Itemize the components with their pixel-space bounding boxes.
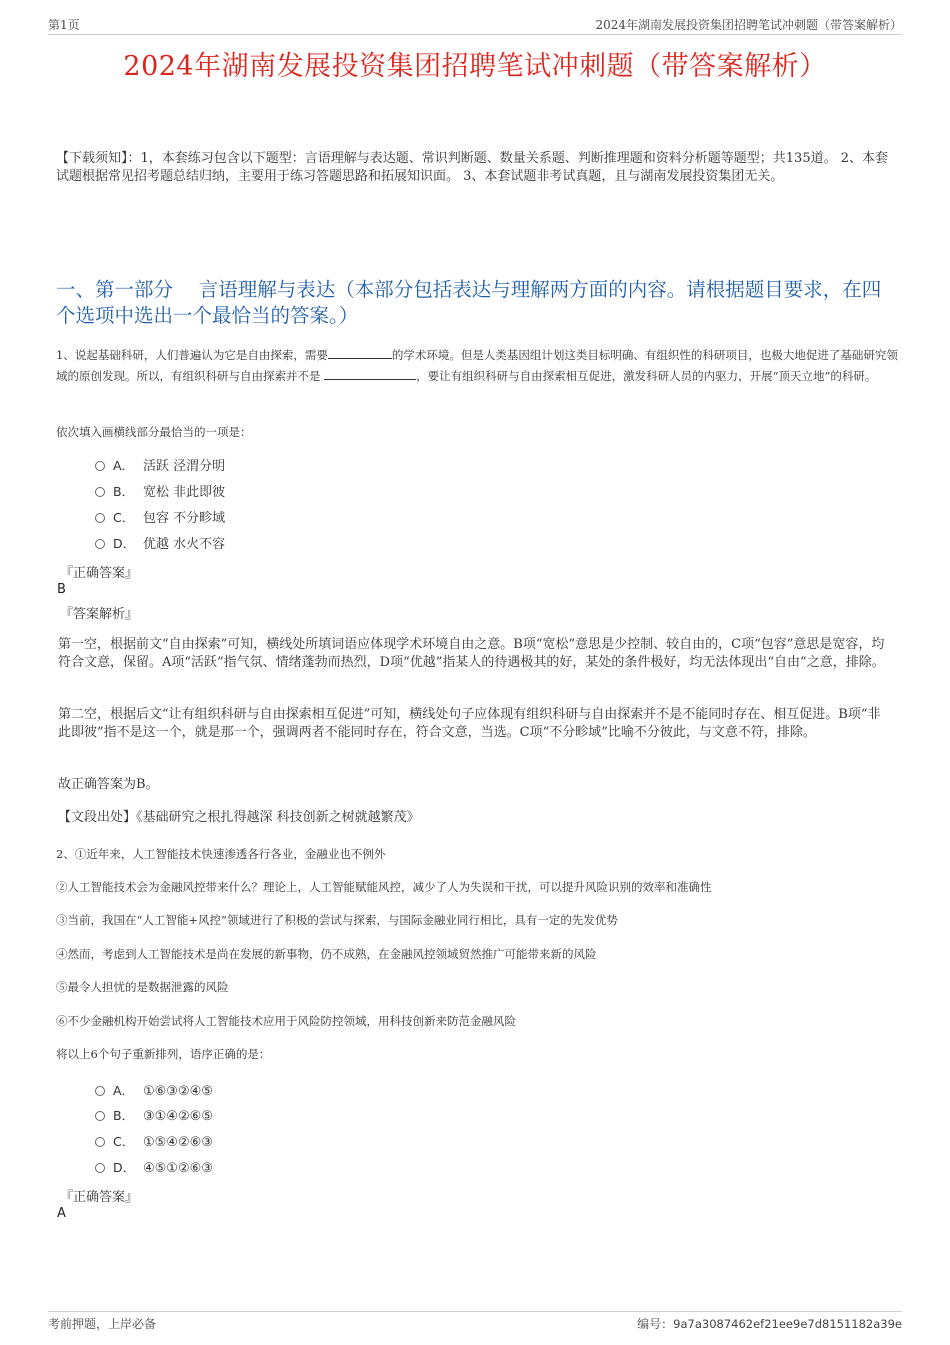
download-notice: 【下载须知】：1，本套练习包含以下题型：言语理解与表达题、常识判断题、数量关系题、判断推理题和资料分析题等题型；共135道。 2、本套试题根据常见招考题总结归纳，主要用于练习答题思路和拓展知识面。 3、本套试题非考试真题，且与湖南发展投资集团无关。	[56, 151, 888, 184]
q1-analysis-label: 『答案解析』	[60, 607, 139, 622]
option-text: ③①④②⑥⑤	[143, 1109, 213, 1124]
option-letter: C．	[113, 510, 135, 525]
option-text: ④⑤①②⑥③	[143, 1161, 213, 1176]
question-1-stem	[56, 345, 898, 386]
q2-line-2: ②人工智能技术会为金融风控带来什么？理论上，人工智能赋能风控，减少了人为失误和干扰，可以提升风险识别的效率和准确性	[56, 880, 712, 894]
page-footer	[48, 1311, 902, 1334]
page-number: 第1页	[48, 18, 80, 32]
question-1-prompt: 依次填入画横线部分最恰当的一项是：	[56, 425, 252, 439]
option-text: 包容 不分畛域	[143, 511, 226, 526]
fill-blank-2	[324, 366, 416, 380]
footer-slogan: 考前押题，上岸必备	[48, 1317, 157, 1331]
radio-icon[interactable]	[95, 1111, 105, 1121]
option-letter: C．	[113, 1134, 135, 1149]
footer-code-label: 编号：	[637, 1317, 674, 1331]
radio-icon[interactable]	[95, 461, 105, 471]
q1-option-a[interactable]	[95, 456, 225, 476]
option-letter: D．	[113, 1160, 136, 1175]
question-1-text-c: ，要让有组织科研与自由探索相互促进，激发科研人员的内驱力，开展“顶天立地”的科研。	[416, 368, 877, 383]
page-header	[48, 14, 902, 35]
question-1-text-a: 1、说起基础科研，人们普遍认为它是自由探索，需要	[56, 348, 328, 362]
option-text: ①⑥③②④⑤	[143, 1084, 213, 1099]
q2-line-4: ④然而，考虑到人工智能技术是尚在发展的新事物，仍不成熟，在金融风控领域贸然推广可能带来新的风险	[56, 947, 597, 961]
q2-answer: A	[57, 1206, 66, 1221]
question-1-text-b: 的学术环境。但是人类基因组计划这类目标明确、有组织性的科研项目，也极大地促进了基础研究领域的原创发现。所以，有组织科研与自由探索并不是	[56, 348, 898, 383]
footer-code-value: 9a7a3087462ef21ee9e7d8151182a39e	[673, 1317, 902, 1331]
q1-analysis-conclusion: 故正确答案为B。	[58, 777, 159, 792]
q1-option-d[interactable]	[95, 534, 225, 554]
q2-line-5: ⑤最令人担忧的是数据泄露的风险	[56, 980, 229, 994]
radio-icon[interactable]	[95, 487, 105, 497]
q2-option-b[interactable]	[95, 1106, 213, 1126]
option-letter: B．	[113, 484, 135, 499]
option-letter: A．	[113, 458, 135, 473]
document-title: 2024年湖南发展投资集团招聘笔试冲刺题（带答案解析）	[123, 51, 827, 82]
q2-option-c[interactable]	[95, 1132, 213, 1152]
option-text: 宽松 非此即彼	[143, 485, 226, 500]
option-text: ①⑤④②⑥③	[143, 1135, 213, 1150]
option-text: 活跃 泾渭分明	[143, 459, 226, 474]
q1-analysis-paragraph-1: 第一空，根据前文“自由探索”可知，横线处所填词语应体现学术环境自由之意。B项“宽松”意思是少控制、较自由的，C项“包容”意思是宽容，均符合文意，保留。A项“活跃”指气氛、情绪蓬勃而热烈，D项“优越”指某人的待遇极其的好，某处的条件极好，均无法体现出“自由”之意，排除。	[58, 637, 885, 670]
radio-icon[interactable]	[95, 1163, 105, 1173]
footer-code	[637, 1315, 902, 1332]
radio-icon[interactable]	[95, 513, 105, 523]
q1-option-c[interactable]	[95, 508, 225, 528]
q2-answer-label: 『正确答案』	[60, 1190, 139, 1205]
q2-option-d[interactable]	[95, 1158, 213, 1178]
option-letter: A．	[113, 1083, 135, 1098]
section-title: 一、第一部分 言语理解与表达（本部分包括表达与理解两方面的内容。请根据题目要求，在四个选项中选出一个最恰当的答案。）	[56, 278, 882, 327]
radio-icon[interactable]	[95, 539, 105, 549]
q2-option-a[interactable]	[95, 1081, 213, 1101]
radio-icon[interactable]	[95, 1137, 105, 1147]
q1-source: 【文段出处】《基础研究之根扎得越深 科技创新之树就越繁茂》	[58, 810, 420, 825]
option-letter: D．	[113, 536, 136, 551]
q1-answer: B	[57, 582, 66, 597]
q2-line-1: 2、①近年来，人工智能技术快速渗透各行各业，金融业也不例外	[56, 847, 386, 861]
option-letter: B．	[113, 1108, 135, 1123]
q2-line-6: ⑥不少金融机构开始尝试将人工智能技术应用于风险防控领域，用科技创新来防范金融风险	[56, 1014, 516, 1028]
fill-blank-1	[328, 345, 392, 359]
q1-option-b[interactable]	[95, 482, 225, 502]
option-text: 优越 水火不容	[143, 537, 226, 552]
q2-line-3: ③当前，我国在“人工智能+风控”领域进行了积极的尝试与探索，与国际金融业同行相比，具有一定的先发优势	[56, 913, 618, 927]
header-doc-title: 2024年湖南发展投资集团招聘笔试冲刺题（带答案解析）	[595, 18, 902, 32]
q1-answer-label: 『正确答案』	[60, 566, 139, 581]
question-2-prompt: 将以上6个句子重新排列，语序正确的是：	[56, 1047, 271, 1061]
radio-icon[interactable]	[95, 1086, 105, 1096]
q1-analysis-paragraph-2: 第二空，根据后文“让有组织科研与自由探索相互促进”可知，横线处句子应体现有组织科研与自由探索并不是不能同时存在、相互促进。B项“非此即彼”指不是这一个，就是那一个，强调两者不能同时存在，符合文意，当选。C项“不分畛域”比喻不分彼此，与文意不符，排除。	[58, 707, 881, 740]
